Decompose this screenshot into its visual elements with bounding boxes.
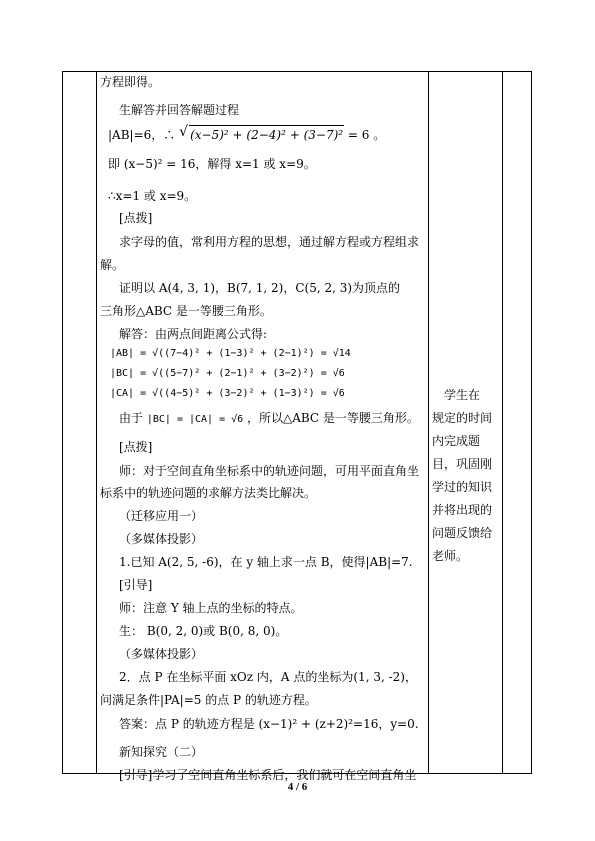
text-line: ∴x=1 或 x=9。 [108,189,197,203]
side-text-line: 学生在 [444,388,481,402]
text-line: 解。 [100,258,125,272]
sqrt-body: (x−5)² + (2−4)² + (3−7)² [189,125,344,145]
section-label: [点拨] [119,440,153,454]
formula-ab-distance: |AB| = √((7−4)² + (1−3)² + (2−1)²) = √14 [110,348,351,359]
section-heading: 新知探究（二） [119,745,204,759]
formula-ab [108,125,385,145]
text-line: [引导]学习了空间直角坐标系后，我们就可在空间直角坐 [119,768,417,782]
exercise-1: 1.已知 A(2, 5, -6)，在 y 轴上求一点 B，使得|AB|=7. [119,555,413,569]
answer-line: 答案：点 P 的轨迹方程是 (x−1)² + (z+2)²=16，y=0. [119,717,419,731]
text-line: 师：注意 Y 轴上点的坐标的特点。 [119,601,303,615]
text-line: 证明以 A(4, 3, 1)，B(7, 1, 2)，C(5, 2, 3)为顶点的 [119,281,401,295]
column-divider [428,71,429,774]
page-number: 4 / 6 [287,781,308,793]
section-label: （迁移应用一） [119,509,204,523]
side-text-line: 学过的知识 [432,480,493,494]
column-divider [96,71,97,774]
side-text-line: 问题反馈给 [432,526,493,540]
side-text-line: 并将出现的 [432,503,493,517]
section-label: （多媒体投影） [119,647,204,661]
text-line: 生解答并回答解题过程 [119,103,240,117]
side-text-line: 目，巩固刚 [432,457,493,471]
text-line: 求字母的值，常利用方程的思想，通过解方程或方程组求 [119,235,420,249]
text-line: 问满足条件|PA|=5 的点 P 的轨迹方程。 [100,693,317,707]
text-line: 即 (x−5)² = 16，解得 x=1 或 x=9。 [108,157,316,171]
section-label: [引导] [119,578,153,592]
column-divider [502,71,503,774]
text-line: 三角形△ABC 是一等腰三角形。 [100,304,272,318]
side-text-line: 老师。 [432,549,469,563]
sqrt-expression [179,125,344,145]
text-line: 标系中的轨迹问题的求解方法类比解决。 [100,486,317,500]
conclusion-suffix: ，所以△ABC 是一等腰三角形。 [247,411,419,425]
section-label: （多媒体投影） [119,532,204,546]
text-line: 师：对于空间直角坐标系中的轨迹问题，可用平面直角坐 [119,464,420,478]
conclusion-prefix: 由于 [119,411,144,425]
conclusion-formula: |BC| = |CA| = √6 [146,414,244,425]
side-text-line: 内完成题 [432,434,481,448]
text-line: 方程即得。 [100,75,161,89]
side-text-line: 规定的时间 [432,411,493,425]
formula-prefix: |AB|=6，∴ [108,128,176,142]
exercise-2: 2．点 P 在坐标平面 xOz 内，A 点的坐标为(1, 3, -2)， [119,670,417,684]
formula-ca-distance: |CA| = √((4−5)² + (3−2)² + (1−3)²) = √6 [110,388,345,399]
section-label: [点拨] [119,211,153,225]
formula-suffix: = 6 。 [347,128,386,142]
formula-bc-distance: |BC| = √((5−7)² + (2−1)² + (3−2)²) = √6 [110,368,345,379]
text-line: 生： B(0, 2, 0)或 B(0, 8, 0)。 [119,624,288,638]
conclusion-line [119,409,419,429]
text-line: 解答：由两点间距离公式得: [119,327,268,341]
student-activity-column [432,384,500,568]
